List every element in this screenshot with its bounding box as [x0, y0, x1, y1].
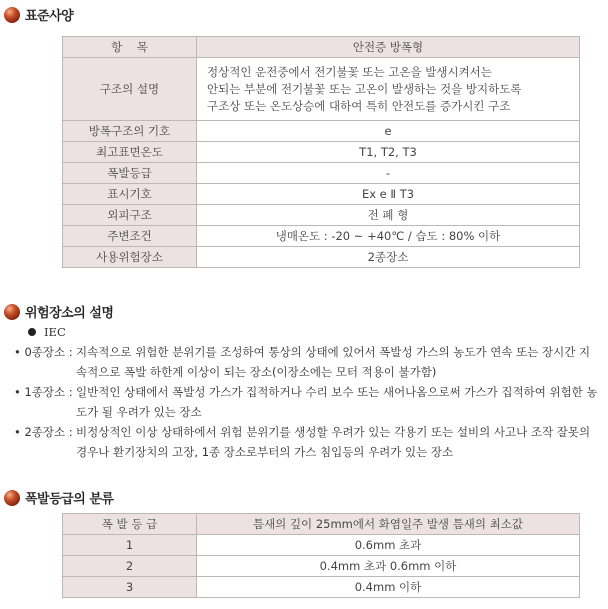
row-label: 주변조건 [63, 226, 197, 247]
hazard-title: 위험장소의 설명 [25, 306, 114, 321]
grade-cell: 2 [63, 556, 197, 577]
row-label: 최고표면온도 [63, 142, 197, 163]
row-label: 표시기호 [63, 184, 197, 205]
row-value: 정상적인 운전중에서 전기불꽃 또는 고온을 발생시켜서는 안되는 부분에 전기불꽃 또는 고온이 발생하는 것을 방지하도록 구조상 또는 온도상승에 대하여 특히 안전도를 증가시킨 구조 [197, 58, 580, 121]
table-row [63, 205, 580, 226]
zone-label: • 1종장소 : [14, 385, 73, 399]
row-label: 사용위험장소 [63, 247, 197, 268]
explosion-header-gap: 틈새의 깊이 25mm에서 화염일주 발생 틈새의 최소값 [197, 514, 580, 535]
table-row [63, 556, 580, 577]
explosion-table [62, 513, 580, 598]
table-row [63, 163, 580, 184]
gap-cell: 0.4mm 초과 0.6mm 이하 [197, 556, 580, 577]
table-row [63, 184, 580, 205]
row-value: 냉매온도 : -20 ~ +40℃ / 습도 : 80% 이하 [197, 226, 580, 247]
row-value: - [197, 163, 580, 184]
black-dot-icon [28, 328, 36, 336]
spec-title: 표준사양 [25, 9, 74, 24]
table-row [63, 142, 580, 163]
standard-label: IEC [44, 325, 66, 339]
hazard-section-heading [4, 302, 113, 321]
zone-label: • 0종장소 : [14, 345, 73, 359]
zone-text: 일반적인 상태에서 폭발성 가스가 집적하거나 수리 보수 또는 새어나옴으로써 가스가 집적하여 위험한 농도가 될 우려가 있는 장소 [76, 385, 598, 419]
row-value: Ex e Ⅱ T3 [197, 184, 580, 205]
hazard-description [14, 322, 601, 462]
row-label: 폭발등급 [63, 163, 197, 184]
list-item [14, 422, 601, 462]
grade-cell: 1 [63, 535, 197, 556]
table-row [63, 226, 580, 247]
standard-line [14, 322, 601, 342]
row-value: 2종장소 [197, 247, 580, 268]
explosion-section-heading [4, 488, 113, 507]
spec-header-row [63, 37, 580, 58]
bullet-ball-icon [4, 7, 20, 23]
row-value: 전 폐 형 [197, 205, 580, 226]
spec-header-item: 항 목 [63, 37, 197, 58]
spec-table [62, 36, 580, 268]
zone-text: 비정상적인 이상 상태하에서 위험 분위기를 생성할 우려가 있는 각용기 또는 설비의 사고나 조작 잘못의 경우나 환기장치의 고장, 1종 장소로부터의 가스 침입등의 우려가 있는 장소 [76, 425, 591, 459]
table-row [63, 247, 580, 268]
list-item [14, 342, 601, 382]
gap-cell: 0.6mm 초과 [197, 535, 580, 556]
table-row [63, 58, 580, 121]
table-row [63, 577, 580, 598]
zone-label: • 2종장소 : [14, 425, 73, 439]
row-label: 방폭구조의 기호 [63, 121, 197, 142]
explosion-header-row [63, 514, 580, 535]
gap-cell: 0.4mm 이하 [197, 577, 580, 598]
row-value: T1, T2, T3 [197, 142, 580, 163]
explosion-title: 폭발등급의 분류 [25, 492, 114, 507]
row-value: e [197, 121, 580, 142]
row-label: 외피구조 [63, 205, 197, 226]
table-row [63, 535, 580, 556]
explosion-header-grade: 폭 발 등 급 [63, 514, 197, 535]
spec-section-heading [4, 5, 73, 24]
spec-header-type: 안전증 방폭형 [197, 37, 580, 58]
table-row [63, 121, 580, 142]
list-item [14, 382, 601, 422]
bullet-ball-icon [4, 490, 20, 506]
row-label: 구조의 설명 [63, 58, 197, 121]
grade-cell: 3 [63, 577, 197, 598]
bullet-ball-icon [4, 304, 20, 320]
zone-text: 지속적으로 위험한 분위기를 조성하여 통상의 상태에 있어서 폭발성 가스의 농도가 연속 또는 장시간 지속적으로 폭발 하한계 이상이 되는 장소(이장소에는 모터 적용이 불가함) [76, 345, 591, 379]
